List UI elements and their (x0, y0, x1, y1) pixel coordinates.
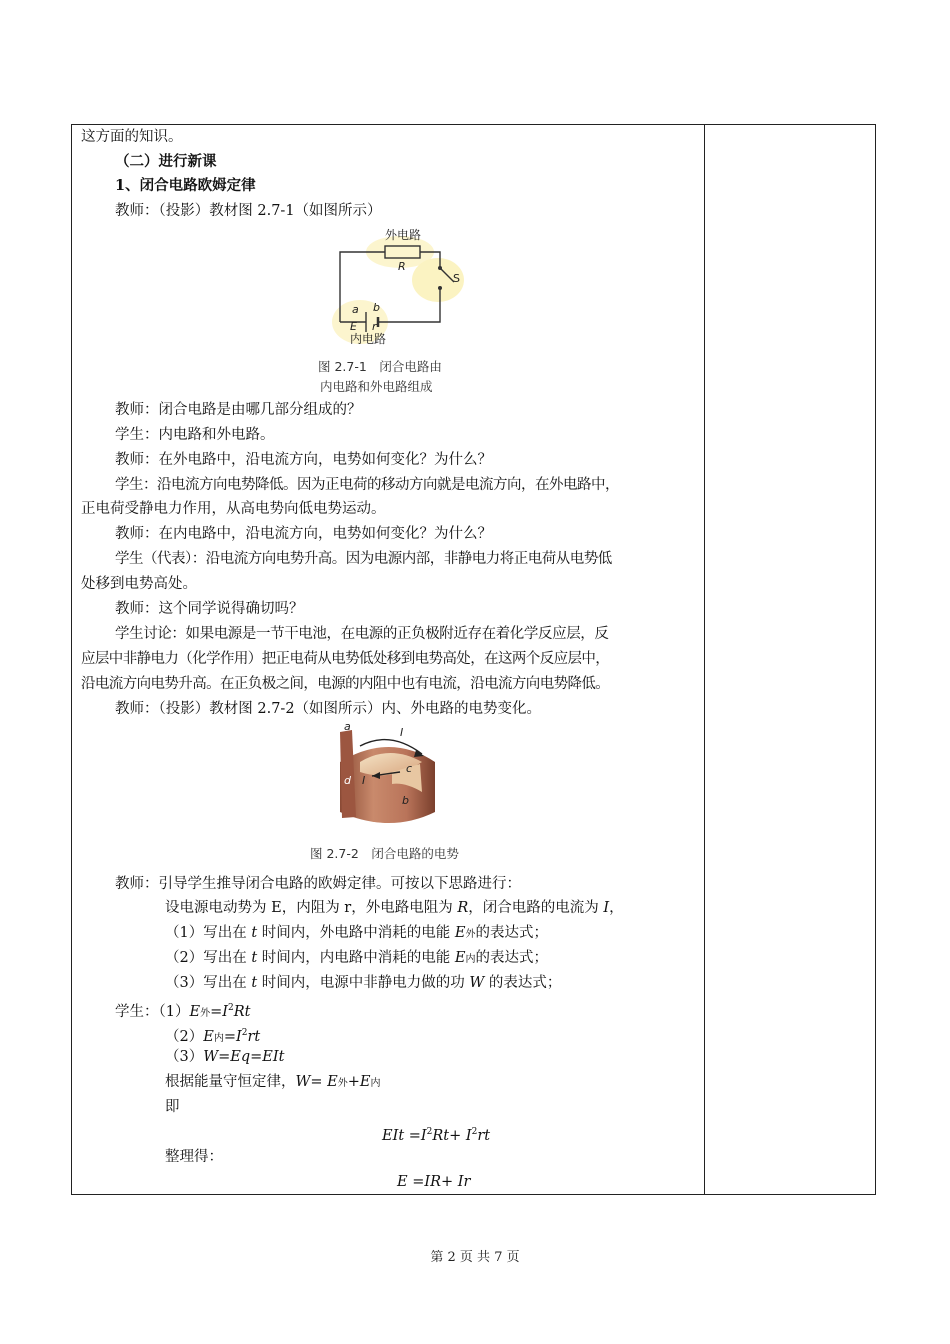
section-heading: （二）进行新课 (115, 153, 217, 170)
subscript: 外 (200, 1007, 211, 1019)
text-line (165, 1071, 380, 1095)
text-line: 这方面的知识。 (81, 129, 183, 145)
formula-run: =I (210, 1003, 228, 1020)
text-line (165, 922, 548, 946)
text-line: 即 (165, 1099, 180, 1115)
label-a: a (344, 722, 351, 733)
figure-closed-circuit (330, 222, 470, 354)
superscript: 2 (471, 1127, 478, 1137)
text-run: 时间内，电源中非静电力做的功 (257, 975, 470, 991)
label-b: b (402, 794, 409, 807)
superscript: 2 (227, 1003, 234, 1013)
label-outer-circuit: 外电路 (385, 228, 422, 242)
text-line (165, 897, 624, 919)
page-footer: 第 2 页 共 7 页 (430, 1250, 520, 1265)
text-line: 教师：在内电路中，沿电流方向，电势如何变化？为什么？ (115, 526, 492, 542)
figure-caption: 图 2.7-1 闭合电路由 (318, 359, 442, 374)
superscript: 2 (241, 1028, 248, 1038)
formula-run: Rt (233, 1003, 251, 1020)
superscript: 2 (426, 1127, 433, 1137)
text-line: 学生：内电路和外电路。 (115, 427, 275, 443)
subsection-heading: 1、闭合电路欧姆定律 (115, 177, 256, 194)
label-S: S (453, 272, 460, 285)
symbol-t: t (251, 925, 258, 941)
text-line (115, 997, 250, 1025)
text-line: 教师：（投影）教材图 2.7-2（如图所示）内、外电路的电势变化。 (115, 701, 542, 717)
symbol-I: I (603, 900, 610, 916)
label-inner-circuit: 内电路 (350, 332, 387, 346)
text-line: 处移到电势高处。 (81, 576, 197, 592)
figure-caption: 图 2.7-2 闭合电路的电势 (310, 846, 459, 861)
figure-caption: 内电路和外电路组成 (320, 379, 433, 394)
text-run: 的表达式； (475, 925, 548, 941)
subscript: 外 (465, 929, 476, 940)
equation: E =IR+ Ir (397, 1174, 471, 1190)
text-run: 根据能量守恒定律， (165, 1074, 296, 1090)
subscript: 内 (213, 1032, 224, 1044)
text-line: 应层中非静电力（化学作用）把正电荷从电势低处移到电势高处，在这两个反应层中， (81, 651, 610, 667)
symbol-W: W (469, 975, 485, 991)
text-run: （2）写出在 (165, 950, 252, 966)
symbol-E: E (454, 950, 466, 966)
text-run: ， (609, 900, 624, 916)
formula-run: rt (477, 1127, 491, 1144)
formula-run: =I (223, 1028, 242, 1045)
label-E: E (350, 320, 357, 333)
text-line: 学生（代表）：沿电流方向电势升高。因为电源内部，非静电力将正电荷从电势低 (115, 551, 612, 567)
text-run: 时间内，外电路中消耗的电能 (257, 925, 455, 941)
label-current-inner: I (362, 774, 366, 787)
text-line: 正电荷受静电力作用，从高电势向低电势运动。 (81, 501, 386, 517)
label-R: R (398, 260, 406, 273)
text-run: ，闭合电路的电流为 (468, 900, 604, 916)
text-run: 的表达式； (484, 975, 562, 991)
formula-run: rt (247, 1028, 261, 1045)
table-column-divider (704, 124, 705, 1195)
text-line: 学生：沿电流方向电势降低。因为正电荷的移动方向就是电流方向，在外电路中， (115, 477, 619, 493)
formula-run: EIt =I (382, 1127, 427, 1144)
symbol-t: t (251, 950, 258, 966)
label-current-top: I (400, 726, 404, 739)
label-c: c (406, 762, 413, 775)
text-line: 学生讨论：如果电源是一节干电池，在电源的正负极附近存在着化学反应层，反 (115, 626, 609, 642)
text-run: 的表达式； (475, 950, 548, 966)
text-run: 时间内，内电路中消耗的电能 (257, 950, 455, 966)
symbol-E: E (454, 925, 466, 941)
formula-run: +E (347, 1074, 371, 1090)
subscript: 外 (337, 1078, 348, 1089)
text-line: 教师：这个同学说得确切吗？ (115, 601, 304, 617)
text-line: 整理得： (165, 1149, 223, 1165)
formula-run: W= E (295, 1074, 338, 1090)
text-run: （3）写出在 (165, 975, 252, 991)
label-a: a (352, 303, 359, 316)
label-d: d (344, 774, 351, 787)
symbol-E: E (189, 1003, 201, 1020)
formula-run: W=Eq=EIt (203, 1049, 285, 1065)
label-b: b (373, 301, 380, 314)
text-line: 教师：（投影）教材图 2.7-1（如图所示） (115, 203, 382, 219)
text-run: （1）写出在 (165, 925, 252, 941)
text-run: （3） (165, 1049, 204, 1065)
text-line (165, 947, 548, 971)
formula-run: Rt+ I (432, 1127, 472, 1144)
text-line: 教师：引导学生推导闭合电路的欧姆定律。可按以下思路进行： (115, 876, 521, 892)
text-line: 教师：在外电路中，沿电流方向，电势如何变化？为什么？ (115, 452, 492, 468)
subscript: 内 (370, 1078, 381, 1089)
symbol-R: R (457, 900, 469, 916)
text-line (165, 972, 561, 994)
label-r: r (372, 320, 377, 333)
text-line: 教师：闭合电路是由哪几部分组成的？ (115, 402, 362, 418)
symbol-t: t (251, 975, 258, 991)
symbol-E: E (203, 1028, 214, 1045)
text-run: 设电源电动势为 E，内阻为 r，外电路电阻为 (165, 900, 458, 916)
text-line (165, 1046, 284, 1068)
figure-circuit-potential (330, 722, 448, 836)
subscript: 内 (465, 954, 476, 965)
text-line: 沿电流方向电势升高。在正负极之间，电源的内阻中也有电流，沿电流方向电势降低。 (81, 676, 610, 692)
equation (382, 1121, 490, 1147)
text-run: 学生：（1） (115, 1003, 190, 1020)
text-run: （2） (165, 1028, 204, 1045)
